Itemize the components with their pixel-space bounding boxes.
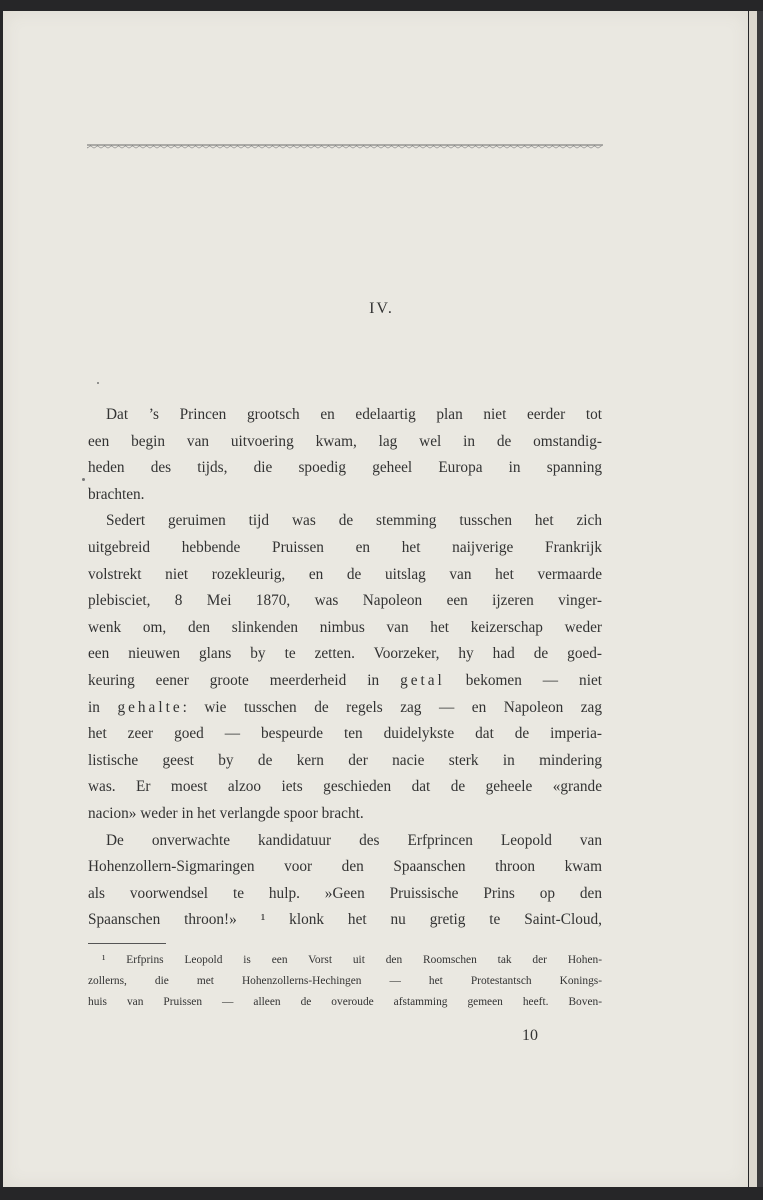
body-text [88,402,602,934]
footnote [88,950,602,1013]
paper-fleck [82,478,85,481]
text-segment: : wie tusschen de regels zag — en Napoleon zag [182,698,602,716]
text-line: volstrekt niet rozekleurig, en de uitslag van het vermaarde [88,565,602,583]
page-number: 10 [522,1027,538,1044]
spaced-emphasis: getal [400,671,445,689]
text-line: plebisciet, 8 Mei 1870, was Napoleon een ijzeren vinger- [88,592,602,610]
text-line: Spaanschen throon!» ¹ klonk het nu gretig te Saint-Cloud, [88,911,602,929]
text-line [88,695,602,722]
text-line: het zeer goed — bespeurde ten duidelykste dat de imperia- [88,725,602,743]
spaced-emphasis: gehalte [117,698,183,716]
text-line: een nieuwen glans by te zetten. Voorzeker, hy had de goed- [88,645,602,663]
footnote-rule [88,943,166,944]
text-line: Dat ’s Princen grootsch en edelaartig plan niet eerder tot [106,406,602,423]
footnote-line: zollerns, die met Hohenzollerns-Hechingen — het Protestantsch Konings- [88,975,602,987]
text-line: was. Er moest alzoo iets geschieden dat de geheele «grande [88,778,602,796]
text-segment: in [88,698,100,716]
text-line: heden des tijds, die spoedig geheel Europa in spanning [88,459,602,477]
paper-fleck [97,382,99,384]
text-segment: keuring eener groote meerderheid in [88,671,380,689]
wavy-ornament-rule [87,136,603,156]
text-line: als voorwendsel te hulp. »Geen Pruissische Prins op den [88,884,602,902]
text-line: De onverwachte kandidatuur des Erfprincen Leopold van [106,831,602,849]
footnote-line: ¹ Erfprins Leopold is een Vorst uit den Roomschen tak der Hohen- [102,954,602,966]
text-line [88,668,602,695]
text-line: Hohenzollern-Sigmaringen voor den Spaanschen throon kwam [88,858,602,876]
chapter-heading: IV. [369,300,394,317]
page-edge-dark [757,11,763,1187]
text-line: nacion» weder in het verlangde spoor bracht. [88,804,364,822]
text-line: uitgebreid hebbende Pruissen en het naijverige Frankrijk [88,538,602,556]
text-line: wenk om, den slinkenden nimbus van het keizerschap weder [88,618,602,636]
text-segment: bekomen — niet [465,671,602,689]
footnote-line: huis van Pruissen — alleen de overoude afstamming gemeen heeft. Boven- [88,996,602,1008]
text-line: brachten. [88,485,145,503]
text-line: een begin van uitvoering kwam, lag wel in de omstandig- [88,432,602,450]
page-edge [749,11,757,1187]
text-line: Sedert geruimen tijd was de stemming tusschen het zich [106,512,602,530]
text-line: listische geest by de kern der nacie sterk in mindering [88,751,602,769]
